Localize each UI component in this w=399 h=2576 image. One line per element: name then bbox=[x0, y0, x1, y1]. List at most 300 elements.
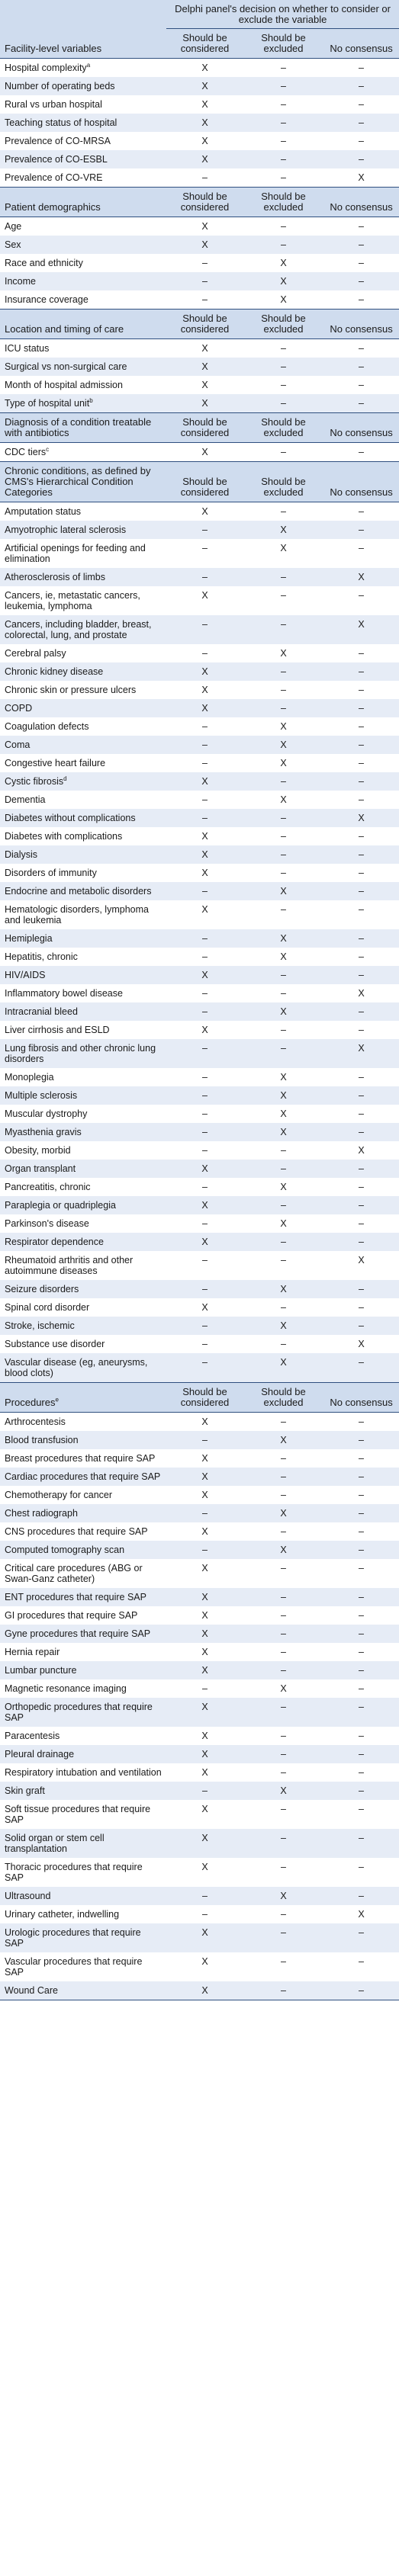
considered-mark: X bbox=[166, 1233, 243, 1251]
considered-mark: – bbox=[166, 1905, 243, 1923]
variable-label-cell bbox=[0, 168, 166, 188]
variable-label: Gyne procedures that require SAP bbox=[5, 1628, 151, 1639]
section-header-row bbox=[0, 462, 399, 502]
excluded-mark: – bbox=[243, 132, 323, 150]
variable-label-cell bbox=[0, 1829, 166, 1858]
variable-label: Chronic kidney disease bbox=[5, 666, 104, 677]
column-header: No consensus bbox=[323, 462, 399, 502]
variable-label: Cancers, including bladder, breast, colorectal, lung, and prostate bbox=[5, 619, 152, 640]
variable-label-cell bbox=[0, 1431, 166, 1449]
no-consensus-mark: – bbox=[323, 1021, 399, 1039]
no-consensus-mark: – bbox=[323, 1829, 399, 1858]
considered-mark: – bbox=[166, 254, 243, 272]
no-consensus-mark: – bbox=[323, 754, 399, 772]
considered-mark: X bbox=[166, 864, 243, 882]
variable-label-cell bbox=[0, 1233, 166, 1251]
variable-label-cell bbox=[0, 791, 166, 809]
no-consensus-mark: – bbox=[323, 217, 399, 236]
excluded-mark: – bbox=[243, 827, 323, 845]
variable-label: Hospital complexity bbox=[5, 63, 87, 73]
excluded-mark: – bbox=[243, 1160, 323, 1178]
variable-label: Vascular disease (eg, aneurysms, blood clots) bbox=[5, 1357, 148, 1378]
no-consensus-mark: – bbox=[323, 1643, 399, 1661]
excluded-mark: – bbox=[243, 984, 323, 1002]
variable-label-cell bbox=[0, 290, 166, 310]
table-row bbox=[0, 929, 399, 948]
considered-mark: X bbox=[166, 1981, 243, 2000]
variable-label: Disorders of immunity bbox=[5, 868, 97, 878]
considered-mark: – bbox=[166, 1039, 243, 1068]
variable-label-cell bbox=[0, 1923, 166, 1952]
no-consensus-mark: – bbox=[323, 236, 399, 254]
excluded-mark: X bbox=[243, 717, 323, 736]
excluded-mark: – bbox=[243, 1233, 323, 1251]
variable-label-cell bbox=[0, 1698, 166, 1727]
considered-mark: – bbox=[166, 1280, 243, 1298]
excluded-mark: – bbox=[243, 1021, 323, 1039]
variable-label: Congestive heart failure bbox=[5, 758, 106, 768]
no-consensus-mark: – bbox=[323, 1105, 399, 1123]
table-row bbox=[0, 290, 399, 310]
table-row bbox=[0, 1679, 399, 1698]
no-consensus-mark: – bbox=[323, 1449, 399, 1468]
section-title-text: Diagnosis of a condition treatable with antibiotics bbox=[5, 416, 152, 438]
variable-label: Wound Care bbox=[5, 1985, 58, 1996]
considered-mark: X bbox=[166, 1661, 243, 1679]
excluded-mark: – bbox=[243, 699, 323, 717]
column-header: No consensus bbox=[323, 29, 399, 59]
variable-label: Rheumatoid arthritis and other autoimmune diseases bbox=[5, 1255, 134, 1276]
variable-label: CDC tiers bbox=[5, 447, 47, 457]
no-consensus-mark: – bbox=[323, 1952, 399, 1981]
considered-mark: X bbox=[166, 236, 243, 254]
variable-label-cell bbox=[0, 900, 166, 929]
variable-label: Organ transplant bbox=[5, 1163, 76, 1174]
variable-label: Spinal cord disorder bbox=[5, 1302, 90, 1313]
no-consensus-mark: – bbox=[323, 1763, 399, 1782]
column-header: Should be excluded bbox=[243, 310, 323, 339]
variable-label: Myasthenia gravis bbox=[5, 1127, 82, 1137]
excluded-mark: X bbox=[243, 521, 323, 539]
excluded-mark: – bbox=[243, 1698, 323, 1727]
variable-label: Inflammatory bowel disease bbox=[5, 988, 123, 999]
no-consensus-mark: – bbox=[323, 1661, 399, 1679]
considered-mark: X bbox=[166, 827, 243, 845]
considered-mark: X bbox=[166, 1298, 243, 1317]
no-consensus-mark: – bbox=[323, 1588, 399, 1606]
variable-label: Urologic procedures that require SAP bbox=[5, 1927, 141, 1949]
considered-mark: X bbox=[166, 966, 243, 984]
table-row bbox=[0, 1829, 399, 1858]
variable-label-cell bbox=[0, 1039, 166, 1068]
variable-label-cell bbox=[0, 1178, 166, 1196]
table-row bbox=[0, 59, 399, 78]
considered-mark: X bbox=[166, 1643, 243, 1661]
variable-label: Number of operating beds bbox=[5, 81, 115, 91]
table-row bbox=[0, 699, 399, 717]
variable-label-cell bbox=[0, 1021, 166, 1039]
no-consensus-mark: – bbox=[323, 1745, 399, 1763]
no-consensus-mark: – bbox=[323, 827, 399, 845]
table-row bbox=[0, 662, 399, 681]
table-row bbox=[0, 754, 399, 772]
excluded-mark: – bbox=[243, 1745, 323, 1763]
excluded-mark: – bbox=[243, 77, 323, 95]
excluded-mark: X bbox=[243, 1317, 323, 1335]
table-row bbox=[0, 1353, 399, 1383]
considered-mark: X bbox=[166, 1727, 243, 1745]
variable-label: Diabetes with complications bbox=[5, 831, 123, 842]
no-consensus-mark: – bbox=[323, 1280, 399, 1298]
table-row bbox=[0, 1160, 399, 1178]
excluded-mark: – bbox=[243, 339, 323, 358]
variable-label-cell bbox=[0, 615, 166, 644]
table-row bbox=[0, 1661, 399, 1679]
no-consensus-mark: – bbox=[323, 132, 399, 150]
considered-mark: X bbox=[166, 394, 243, 413]
considered-mark: – bbox=[166, 948, 243, 966]
excluded-mark: X bbox=[243, 1002, 323, 1021]
excluded-mark: X bbox=[243, 1887, 323, 1905]
considered-mark: X bbox=[166, 662, 243, 681]
considered-mark: X bbox=[166, 59, 243, 78]
variable-label-cell bbox=[0, 1504, 166, 1522]
variable-label-cell bbox=[0, 681, 166, 699]
table-row bbox=[0, 132, 399, 150]
excluded-mark: X bbox=[243, 1541, 323, 1559]
column-header: Should be considered bbox=[166, 188, 243, 217]
column-header: Should be considered bbox=[166, 29, 243, 59]
table-row bbox=[0, 1123, 399, 1141]
considered-mark: X bbox=[166, 217, 243, 236]
excluded-mark: – bbox=[243, 1141, 323, 1160]
variable-label-cell bbox=[0, 644, 166, 662]
variable-label: Coma bbox=[5, 739, 31, 750]
column-header: No consensus bbox=[323, 310, 399, 339]
variable-label: Sex bbox=[5, 239, 21, 250]
variable-label: Age bbox=[5, 221, 22, 232]
excluded-mark: – bbox=[243, 1625, 323, 1643]
no-consensus-mark: – bbox=[323, 443, 399, 462]
no-consensus-mark: – bbox=[323, 966, 399, 984]
no-consensus-mark: – bbox=[323, 1298, 399, 1317]
variable-label: Prevalence of CO-MRSA bbox=[5, 136, 111, 146]
no-consensus-mark: – bbox=[323, 272, 399, 290]
considered-mark: – bbox=[166, 1178, 243, 1196]
variable-label-cell bbox=[0, 1559, 166, 1588]
variable-label-cell bbox=[0, 1858, 166, 1887]
no-consensus-mark: – bbox=[323, 394, 399, 413]
table-row bbox=[0, 539, 399, 568]
section-title bbox=[0, 462, 166, 502]
excluded-mark: – bbox=[243, 1923, 323, 1952]
table-row bbox=[0, 1280, 399, 1298]
variable-label-cell bbox=[0, 984, 166, 1002]
variable-label: Insurance coverage bbox=[5, 294, 88, 305]
variable-label: Ultrasound bbox=[5, 1891, 51, 1901]
section-title-text: Location and timing of care bbox=[5, 323, 124, 335]
no-consensus-mark: – bbox=[323, 699, 399, 717]
excluded-mark: – bbox=[243, 1952, 323, 1981]
considered-mark: – bbox=[166, 1679, 243, 1698]
excluded-mark: – bbox=[243, 1413, 323, 1432]
excluded-mark: – bbox=[243, 1800, 323, 1829]
no-consensus-mark: – bbox=[323, 59, 399, 78]
variable-label-cell bbox=[0, 114, 166, 132]
table-row bbox=[0, 681, 399, 699]
excluded-mark: – bbox=[243, 502, 323, 521]
excluded-mark: X bbox=[243, 539, 323, 568]
variable-label-cell bbox=[0, 150, 166, 168]
no-consensus-mark: – bbox=[323, 95, 399, 114]
excluded-mark: X bbox=[243, 791, 323, 809]
excluded-mark: – bbox=[243, 1981, 323, 2000]
variable-label-cell bbox=[0, 929, 166, 948]
table-row bbox=[0, 1233, 399, 1251]
variable-label: Cancers, ie, metastatic cancers, leukemia, lymphoma bbox=[5, 590, 140, 611]
considered-mark: – bbox=[166, 1123, 243, 1141]
section-header-row bbox=[0, 310, 399, 339]
variable-label: Pancreatitis, chronic bbox=[5, 1182, 91, 1192]
considered-mark: – bbox=[166, 168, 243, 188]
considered-mark: – bbox=[166, 1353, 243, 1383]
variable-label-cell bbox=[0, 1214, 166, 1233]
considered-mark: X bbox=[166, 502, 243, 521]
no-consensus-mark: – bbox=[323, 900, 399, 929]
no-consensus-mark: X bbox=[323, 984, 399, 1002]
excluded-mark: – bbox=[243, 358, 323, 376]
considered-mark: X bbox=[166, 586, 243, 615]
table-row bbox=[0, 376, 399, 394]
considered-mark: – bbox=[166, 539, 243, 568]
table-row bbox=[0, 1727, 399, 1745]
considered-mark: X bbox=[166, 1413, 243, 1432]
considered-mark: – bbox=[166, 809, 243, 827]
excluded-mark: – bbox=[243, 236, 323, 254]
variable-label: Diabetes without complications bbox=[5, 813, 136, 823]
variable-label-cell bbox=[0, 1068, 166, 1086]
excluded-mark: – bbox=[243, 662, 323, 681]
variable-label-cell bbox=[0, 809, 166, 827]
variable-label: Computed tomography scan bbox=[5, 1545, 125, 1555]
no-consensus-mark: – bbox=[323, 864, 399, 882]
no-consensus-mark: – bbox=[323, 1981, 399, 2000]
no-consensus-mark: – bbox=[323, 929, 399, 948]
considered-mark: X bbox=[166, 1021, 243, 1039]
table-row bbox=[0, 644, 399, 662]
table-row bbox=[0, 1021, 399, 1039]
table-row bbox=[0, 443, 399, 462]
variable-label-cell bbox=[0, 1196, 166, 1214]
table-row bbox=[0, 1800, 399, 1829]
considered-mark: – bbox=[166, 1335, 243, 1353]
section-title bbox=[0, 1383, 166, 1413]
excluded-mark: X bbox=[243, 754, 323, 772]
considered-mark: – bbox=[166, 1105, 243, 1123]
considered-mark: – bbox=[166, 521, 243, 539]
excluded-mark: X bbox=[243, 948, 323, 966]
table-row bbox=[0, 1541, 399, 1559]
table-row bbox=[0, 1196, 399, 1214]
variable-label: Hematologic disorders, lymphoma and leukemia bbox=[5, 904, 149, 925]
table-row bbox=[0, 1905, 399, 1923]
decision-column-group-header: Delphi panel's decision on whether to consider or exclude the variable bbox=[166, 0, 399, 29]
considered-mark: X bbox=[166, 845, 243, 864]
table-row bbox=[0, 586, 399, 615]
no-consensus-mark: – bbox=[323, 1317, 399, 1335]
variable-label-cell bbox=[0, 754, 166, 772]
variable-label: Monoplegia bbox=[5, 1072, 54, 1083]
section-header-row bbox=[0, 413, 399, 443]
excluded-mark: – bbox=[243, 568, 323, 586]
table-row bbox=[0, 1504, 399, 1522]
no-consensus-mark: – bbox=[323, 1431, 399, 1449]
table-row bbox=[0, 1522, 399, 1541]
section-title-text: Procedures bbox=[5, 1397, 56, 1408]
footnote-marker: d bbox=[63, 775, 67, 782]
variable-label-cell bbox=[0, 539, 166, 568]
column-header: No consensus bbox=[323, 413, 399, 443]
table-row bbox=[0, 1698, 399, 1727]
variable-label-cell bbox=[0, 358, 166, 376]
considered-mark: X bbox=[166, 1449, 243, 1468]
variable-label: Race and ethnicity bbox=[5, 258, 83, 268]
variable-label-cell bbox=[0, 948, 166, 966]
variable-label-cell bbox=[0, 443, 166, 462]
column-header: Should be excluded bbox=[243, 413, 323, 443]
variable-label-cell bbox=[0, 521, 166, 539]
table-row bbox=[0, 791, 399, 809]
table-row bbox=[0, 568, 399, 586]
no-consensus-mark: X bbox=[323, 1039, 399, 1068]
variable-label: Multiple sclerosis bbox=[5, 1090, 78, 1101]
table-row bbox=[0, 1251, 399, 1280]
excluded-mark: – bbox=[243, 1727, 323, 1745]
excluded-mark: – bbox=[243, 1039, 323, 1068]
no-consensus-mark: – bbox=[323, 290, 399, 310]
variable-label: Stroke, ischemic bbox=[5, 1320, 75, 1331]
table-row bbox=[0, 521, 399, 539]
variable-label: Hernia repair bbox=[5, 1647, 60, 1657]
table-row bbox=[0, 77, 399, 95]
table-row bbox=[0, 1858, 399, 1887]
no-consensus-mark: – bbox=[323, 1353, 399, 1383]
considered-mark: – bbox=[166, 984, 243, 1002]
excluded-mark: – bbox=[243, 845, 323, 864]
considered-mark: – bbox=[166, 272, 243, 290]
variable-label-cell bbox=[0, 1625, 166, 1643]
excluded-mark: – bbox=[243, 443, 323, 462]
variable-label-cell bbox=[0, 1353, 166, 1383]
no-consensus-mark: – bbox=[323, 1504, 399, 1522]
variable-label: Month of hospital admission bbox=[5, 380, 123, 390]
excluded-mark: – bbox=[243, 1298, 323, 1317]
excluded-mark: – bbox=[243, 59, 323, 78]
column-header: Should be excluded bbox=[243, 462, 323, 502]
variable-label: ICU status bbox=[5, 343, 50, 354]
considered-mark: X bbox=[166, 1858, 243, 1887]
section-title bbox=[0, 0, 166, 59]
no-consensus-mark: – bbox=[323, 114, 399, 132]
table-row bbox=[0, 95, 399, 114]
variable-label: Lung fibrosis and other chronic lung disorders bbox=[5, 1043, 156, 1064]
table-row bbox=[0, 736, 399, 754]
variable-label-cell bbox=[0, 1317, 166, 1335]
variable-label-cell bbox=[0, 966, 166, 984]
variable-label: Chemotherapy for cancer bbox=[5, 1490, 113, 1500]
variable-label-cell bbox=[0, 1887, 166, 1905]
excluded-mark: – bbox=[243, 615, 323, 644]
considered-mark: X bbox=[166, 358, 243, 376]
variable-label-cell bbox=[0, 1449, 166, 1468]
table-row bbox=[0, 1105, 399, 1123]
variable-label-cell bbox=[0, 1643, 166, 1661]
table-row bbox=[0, 772, 399, 791]
considered-mark: X bbox=[166, 1196, 243, 1214]
considered-mark: X bbox=[166, 1606, 243, 1625]
variable-label: HIV/AIDS bbox=[5, 970, 46, 980]
table-row bbox=[0, 1335, 399, 1353]
no-consensus-mark: – bbox=[323, 1214, 399, 1233]
variable-label: GI procedures that require SAP bbox=[5, 1610, 138, 1621]
considered-mark: – bbox=[166, 1504, 243, 1522]
table-row bbox=[0, 502, 399, 521]
no-consensus-mark: – bbox=[323, 1606, 399, 1625]
variable-label: Atherosclerosis of limbs bbox=[5, 572, 105, 582]
variable-label: CNS procedures that require SAP bbox=[5, 1526, 148, 1537]
table-row bbox=[0, 1782, 399, 1800]
excluded-mark: – bbox=[243, 1468, 323, 1486]
considered-mark: – bbox=[166, 1214, 243, 1233]
considered-mark: – bbox=[166, 1251, 243, 1280]
variable-label-cell bbox=[0, 845, 166, 864]
variable-label: Chronic skin or pressure ulcers bbox=[5, 685, 137, 695]
variable-label: Lumbar puncture bbox=[5, 1665, 77, 1676]
considered-mark: X bbox=[166, 1745, 243, 1763]
variable-label-cell bbox=[0, 502, 166, 521]
excluded-mark: X bbox=[243, 1178, 323, 1196]
variable-label-cell bbox=[0, 376, 166, 394]
variable-label-cell bbox=[0, 95, 166, 114]
variable-label-cell bbox=[0, 1905, 166, 1923]
no-consensus-mark: – bbox=[323, 1178, 399, 1196]
variable-label: Paracentesis bbox=[5, 1731, 60, 1741]
considered-mark: – bbox=[166, 1782, 243, 1800]
excluded-mark: X bbox=[243, 882, 323, 900]
considered-mark: X bbox=[166, 150, 243, 168]
column-header: Should be considered bbox=[166, 413, 243, 443]
considered-mark: X bbox=[166, 1486, 243, 1504]
variable-label-cell bbox=[0, 77, 166, 95]
excluded-mark: X bbox=[243, 1068, 323, 1086]
footnote-marker: b bbox=[89, 396, 93, 404]
table-row bbox=[0, 1086, 399, 1105]
variable-label: Cystic fibrosis bbox=[5, 776, 64, 787]
excluded-mark: X bbox=[243, 254, 323, 272]
considered-mark: X bbox=[166, 681, 243, 699]
excluded-mark: X bbox=[243, 1280, 323, 1298]
variable-label-cell bbox=[0, 1541, 166, 1559]
excluded-mark: – bbox=[243, 864, 323, 882]
variable-label-cell bbox=[0, 59, 166, 78]
considered-mark: – bbox=[166, 791, 243, 809]
footnote-marker: c bbox=[46, 445, 50, 453]
excluded-mark: X bbox=[243, 1679, 323, 1698]
table-row bbox=[0, 1923, 399, 1952]
considered-mark: – bbox=[166, 1086, 243, 1105]
no-consensus-mark: – bbox=[323, 1782, 399, 1800]
column-header: Should be excluded bbox=[243, 1383, 323, 1413]
